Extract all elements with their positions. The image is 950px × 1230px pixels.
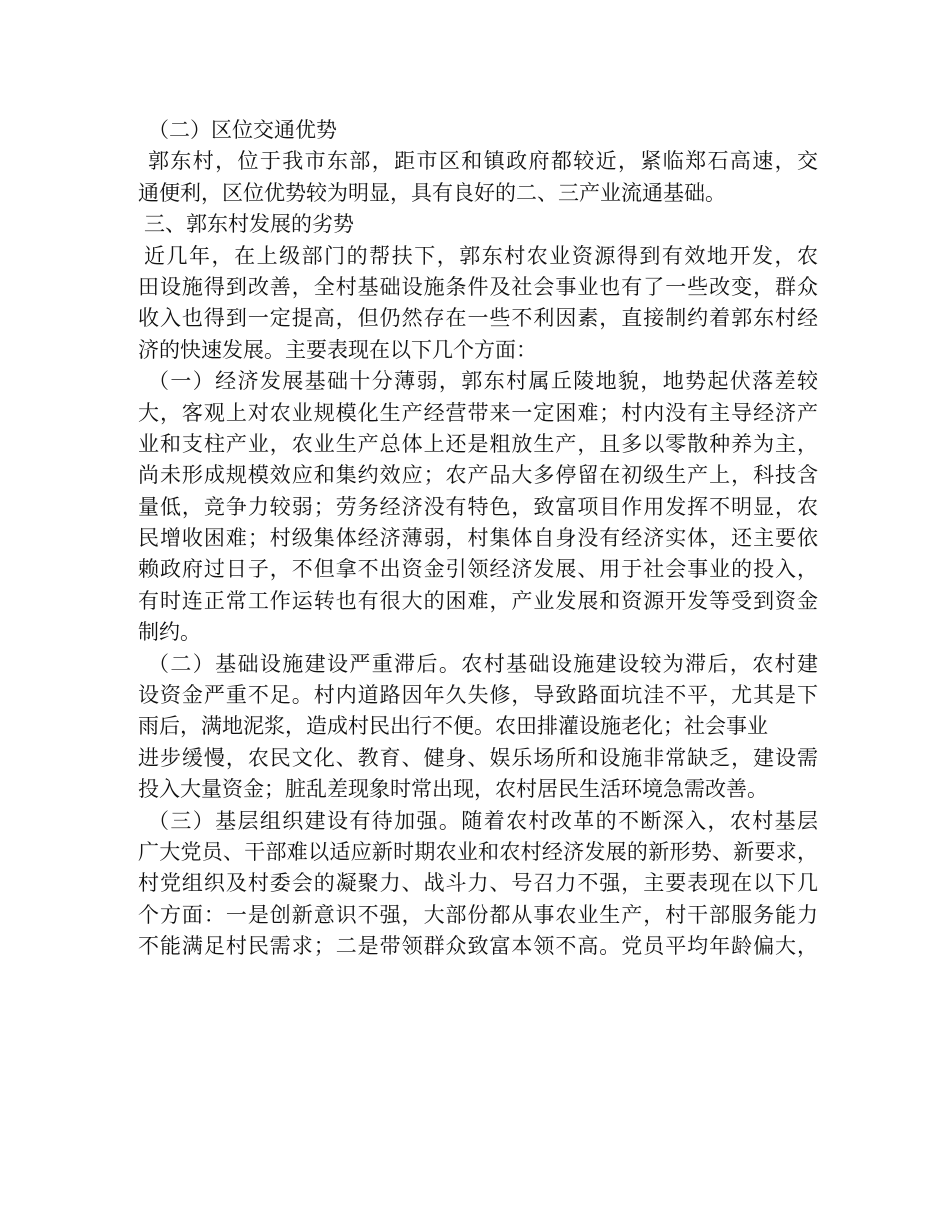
text-line: 三、郭东村发展的劣势	[144, 212, 354, 237]
text-line: 有时连正常工作运转也有很大的困难，产业发展和资源开发等受到资金	[138, 588, 818, 613]
text-line: 广大党员、干部难以适应新时期农业和农村经济发展的新形势、新要求，	[138, 839, 818, 864]
text-line: 大，客观上对农业规模化生产经营带来一定困难；村内没有主导经济产	[138, 400, 818, 425]
text-line: 量低，竞争力较弱；劳务经济没有特色，致富项目作用发挥不明显，农	[138, 494, 818, 519]
text-line: 尚未形成规模效应和集约效应；农产品大多停留在初级生产上，科技含	[138, 463, 818, 488]
text-line: （二）区位交通优势	[148, 118, 337, 142]
text-line: 制约。	[138, 620, 201, 645]
document-body	[138, 115, 818, 963]
text-line: 设资金严重不足。村内道路因年久失修，导致路面坑洼不平，尤其是下	[138, 683, 818, 708]
text-line: 雨后，满地泥浆，造成村民出行不便。农田排灌设施老化；社会事业	[138, 714, 768, 739]
text-line: 田设施得到改善，全村基础设施条件及社会事业也有了一些改变，群众	[138, 274, 818, 299]
text-line: 收入也得到一定提高，但仍然存在一些不利因素，直接制约着郭东村经	[138, 306, 818, 331]
text-line: 济的快速发展。主要表现在以下几个方面：	[138, 337, 537, 362]
text-line: 赖政府过日子，不但拿不出资金引领经济发展、用于社会事业的投入，	[138, 557, 818, 582]
text-line: （二）基础设施建设严重滞后。农村基础设施建设较为滞后，农村建	[148, 651, 818, 676]
text-line: 不能满足村民需求；二是带领群众致富本领不高。党员平均年龄偏大，	[138, 934, 818, 959]
text-line: 民增收困难；村级集体经济薄弱，村集体自身没有经济实体，还主要依	[138, 526, 818, 551]
text-line: 个方面：一是创新意识不强，大部份都从事农业生产，村干部服务能力	[138, 902, 818, 927]
text-line: 村党组织及村委会的凝聚力、战斗力、号召力不强，主要表现在以下几	[138, 871, 818, 896]
text-line: （一）经济发展基础十分薄弱，郭东村属丘陵地貌，地势起伏落差较	[148, 369, 818, 394]
text-line: 业和支柱产业，农业生产总体上还是粗放生产，且多以零散种养为主，	[138, 431, 818, 456]
text-line: 进步缓慢，农民文化、教育、健身、娱乐场所和设施非常缺乏，建设需	[138, 745, 818, 770]
text-line: 通便利，区位优势较为明显，具有良好的二、三产业流通基础。	[138, 180, 726, 205]
text-line: 郭东村，位于我市东部，距市区和镇政府都较近，紧临郑石高速，交	[148, 149, 818, 174]
text-line: 近几年，在上级部门的帮扶下，郭东村农业资源得到有效地开发，农	[144, 243, 818, 268]
text-line: 投入大量资金；脏乱差现象时常出现，农村居民生活环境急需改善。	[138, 777, 768, 802]
text-line: （三）基层组织建设有待加强。随着农村改革的不断深入，农村基层	[148, 808, 818, 833]
